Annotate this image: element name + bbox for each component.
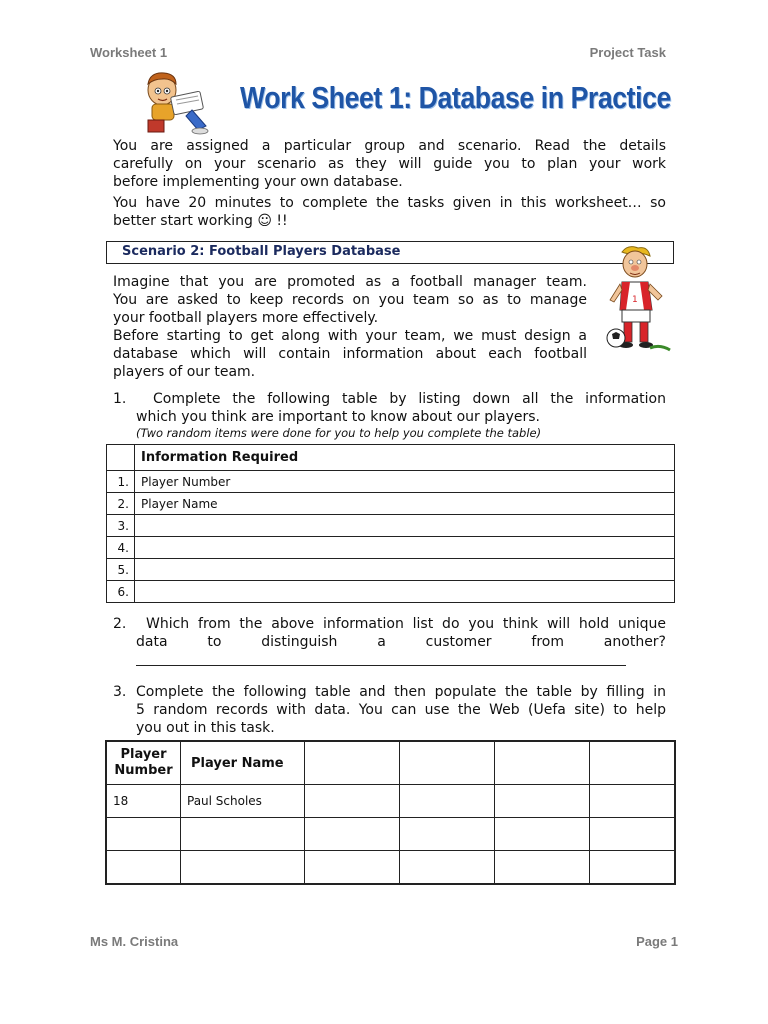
row-number: 3. xyxy=(107,515,135,537)
footer-left: Ms M. Cristina xyxy=(90,934,179,949)
table-row xyxy=(106,818,675,851)
footer-right: Page 1 xyxy=(636,934,678,949)
table-cell[interactable] xyxy=(495,851,590,885)
table-cell[interactable] xyxy=(400,785,495,818)
table-cell[interactable] xyxy=(181,851,305,885)
table-row xyxy=(107,559,675,581)
intro-line: You have 20 minutes to complete the tasks given in this worksheet… so xyxy=(113,195,666,211)
table-cell[interactable] xyxy=(495,785,590,818)
q2-number: 2. xyxy=(113,616,127,632)
intro-line: You are assigned a particular group and scenario. Read the details xyxy=(113,138,666,154)
scenario-description xyxy=(113,273,587,381)
q1-line: which you think are important to know about our players. xyxy=(136,409,540,425)
q3-text xyxy=(136,683,666,737)
table-cell[interactable] xyxy=(495,818,590,851)
intro-line: before implementing your own database. xyxy=(113,174,403,190)
table-cell[interactable] xyxy=(400,851,495,885)
q2-line: data to distinguish a customer from another? xyxy=(136,634,666,650)
empty-header-cell[interactable] xyxy=(495,741,590,785)
table-header-cell xyxy=(107,445,135,471)
scenario-line: Imagine that you are promoted as a football manager team. xyxy=(113,274,587,290)
table-row xyxy=(107,537,675,559)
player-name-cell[interactable]: Paul Scholes xyxy=(181,785,305,818)
intro-paragraph-1 xyxy=(113,137,666,191)
scenario-line: Before starting to get along with your team, we must design a xyxy=(113,328,587,344)
q3-number: 3. xyxy=(113,684,127,700)
scenario-line: database which will contain information about each football xyxy=(113,346,587,362)
scenario-line: You are asked to keep records on you team so as to manage xyxy=(113,292,587,308)
intro-line: carefully on your scenario as they will guide you to plan your work xyxy=(113,156,666,172)
player-name-header: Player Name xyxy=(181,741,305,785)
worksheet-title: Work Sheet 1: Database in Practice xyxy=(240,80,671,115)
q2-answer-line[interactable] xyxy=(136,665,626,666)
intro-line: better start working ☺ !! xyxy=(113,213,288,229)
row-number: 6. xyxy=(107,581,135,603)
table-row xyxy=(107,493,675,515)
q2-line: Which from the above information list do you think will hold unique xyxy=(146,616,666,632)
empty-header-cell[interactable] xyxy=(400,741,495,785)
table-cell[interactable] xyxy=(181,818,305,851)
scenario-heading-box xyxy=(106,241,674,264)
table-row xyxy=(107,581,675,603)
table-cell[interactable] xyxy=(305,785,400,818)
q2-text xyxy=(136,615,666,651)
table-cell[interactable] xyxy=(106,851,181,885)
info-cell[interactable] xyxy=(135,515,675,537)
table-header-row xyxy=(107,445,675,471)
table-cell[interactable] xyxy=(305,851,400,885)
table-row xyxy=(107,471,675,493)
table-row xyxy=(106,785,675,818)
empty-header-cell[interactable] xyxy=(305,741,400,785)
q3-line: you out in this task. xyxy=(136,720,275,736)
info-cell[interactable] xyxy=(135,559,675,581)
information-required-header: Information Required xyxy=(135,445,675,471)
scenario-line: your football players more effectively. xyxy=(113,310,379,326)
row-number: 4. xyxy=(107,537,135,559)
q1-text xyxy=(136,390,666,441)
q3-line: Complete the following table and then populate the table by filling in xyxy=(136,684,666,700)
table-row xyxy=(106,851,675,885)
reading-kid-illustration xyxy=(136,70,216,136)
info-cell[interactable] xyxy=(135,581,675,603)
table-cell[interactable] xyxy=(590,851,676,885)
row-number: 2. xyxy=(107,493,135,515)
table-cell[interactable] xyxy=(305,818,400,851)
player-number-cell[interactable]: 18 xyxy=(106,785,181,818)
q1-number: 1. xyxy=(113,391,127,407)
table-cell[interactable] xyxy=(400,818,495,851)
scenario-heading: Scenario 2: Football Players Database xyxy=(122,244,401,259)
q1-line: Complete the following table by listing down all the information xyxy=(153,391,666,407)
row-number: 5. xyxy=(107,559,135,581)
q1-note: (Two random items were done for you to help you complete the table) xyxy=(136,426,542,440)
svg-text:1: 1 xyxy=(632,295,638,305)
table-header-row xyxy=(106,741,675,785)
info-cell[interactable] xyxy=(135,537,675,559)
player-records-table xyxy=(105,740,676,885)
info-cell[interactable]: Player Name xyxy=(135,493,675,515)
table-row xyxy=(107,515,675,537)
table-cell[interactable] xyxy=(106,818,181,851)
information-required-table xyxy=(106,444,675,603)
table-cell[interactable] xyxy=(590,818,676,851)
header-right: Project Task xyxy=(589,45,666,60)
player-number-header: Player Number xyxy=(106,741,181,785)
football-player-illustration xyxy=(604,244,676,354)
scenario-line: players of our team. xyxy=(113,364,256,380)
empty-header-cell[interactable] xyxy=(590,741,676,785)
q3-line: 5 random records with data. You can use the Web (Uefa site) to help xyxy=(136,702,666,718)
intro-paragraph-2 xyxy=(113,194,666,230)
info-cell[interactable]: Player Number xyxy=(135,471,675,493)
table-cell[interactable] xyxy=(590,785,676,818)
row-number: 1. xyxy=(107,471,135,493)
header-left: Worksheet 1 xyxy=(90,45,168,60)
